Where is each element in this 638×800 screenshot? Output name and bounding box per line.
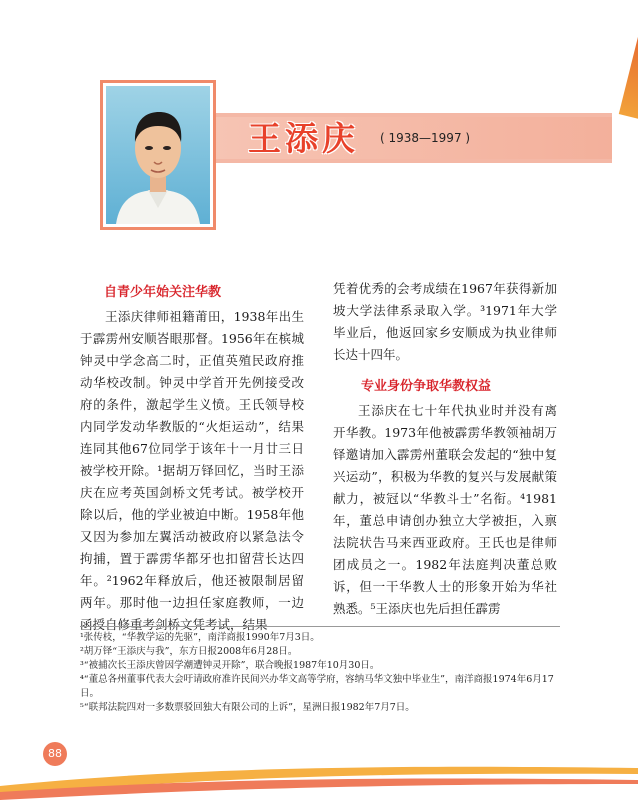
portrait-photo bbox=[100, 80, 216, 230]
section-heading-early-years: 自青少年始关注华教 bbox=[104, 285, 222, 300]
footnote: ³“被捕次长王添庆曾因学潮遭钟灵开除”，联合晚报1987年10月30日。 bbox=[80, 660, 380, 671]
person-name: 王添庆 bbox=[248, 119, 359, 158]
footer-swoosh bbox=[0, 740, 638, 800]
portrait-image bbox=[106, 86, 210, 224]
body-paragraph: 王添庆律师祖籍莆田，1938年出生于霹雳州安顺峇眼那督。1956年在槟城钟灵中学念高二时，正值英殖民政府推动华校改制。钟灵中学首开先例接受改府的条件，激起学生义愤。王氏领导校内同学发动华教版的“火炬运动”，结果连同其他67位同学于该年十一月廿三日被学校开除。¹据胡万铎回忆，当时王添庆在应考英国剑桥文凭考试。被学校开除以后，他的学业被迫中断。1958年他又因为参加左翼活动被政府以紧急法令拘捕，置于霹雳华都牙也扣留营长达四年。²1962年释放后，他还被限制居留两年。那时他一边担任家庭教师，一边函授自修重考剑桥文凭考试，结果 bbox=[80, 309, 304, 632]
body-paragraph-continuation: 凭着优秀的会考成绩在1967年获得新加坡大学法律系录取入学。³1971年大学毕业后，他返回家乡安顺成为执业律师长达十四年。 bbox=[333, 281, 557, 362]
left-column bbox=[80, 278, 304, 636]
footnote: ⁴“董总各州董事代表大会吁请政府准许民间兴办华文高等学府，容纳马华文独中毕业生”，南洋商报1974年6月17日。 bbox=[80, 674, 554, 699]
footer-decoration bbox=[0, 740, 638, 800]
footnote: ²胡万铎“王添庆与我”，东方日报2008年6月28日。 bbox=[80, 646, 298, 657]
page-number: 88 bbox=[43, 742, 67, 766]
section-heading-professional: 专业身份争取华教权益 bbox=[361, 379, 492, 394]
footnotes bbox=[80, 626, 560, 715]
life-years: ( 1938—1997 ) bbox=[380, 131, 471, 145]
right-column bbox=[333, 278, 557, 620]
footnote: ⁵“联邦法院四对一多数票驳回独大有限公司的上诉”，星洲日报1982年7月7日。 bbox=[80, 702, 415, 713]
footnote: ¹张传枝，“华教学运的先驱”，南洋商报1990年7月3日。 bbox=[80, 632, 320, 643]
body-paragraph: 王添庆在七十年代执业时并没有离开华教。1973年他被霹雳华教领袖胡万铎邀请加入霹雳州董联会发起的“独中复兴运动”，积极为华教的复兴与发展献策献力，被冠以“华教斗士”名衔。⁴1981年，董总申请创办独立大学被拒，入禀法院状告马来西亚政府。王氏也是律师团成员之一。1982年法庭判决董总败诉，但一干华教人士的形象开始为华社熟悉。⁵王添庆也先后担任霹雳 bbox=[333, 403, 557, 616]
corner-decoration bbox=[619, 0, 638, 122]
